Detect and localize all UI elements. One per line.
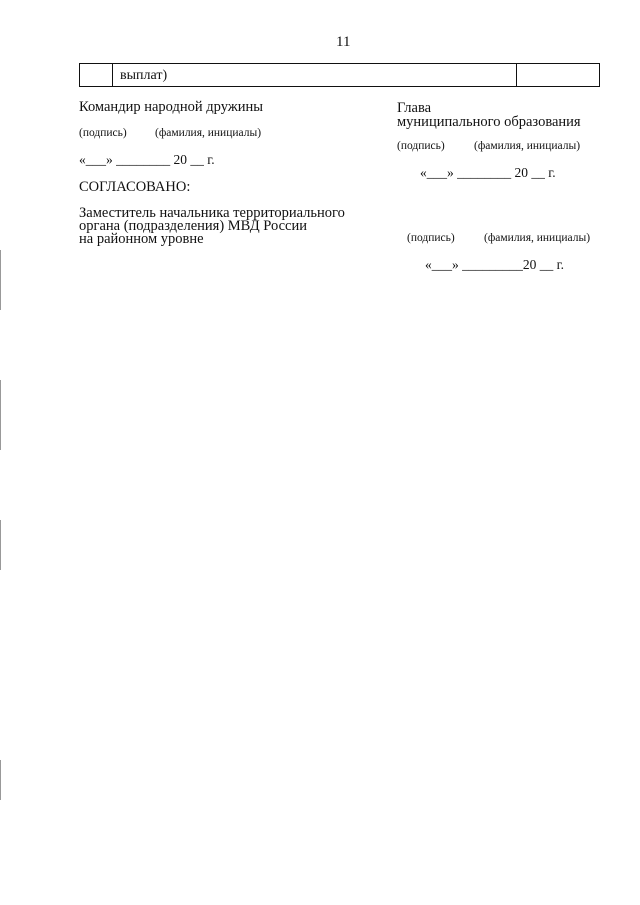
table-column-divider (516, 64, 517, 86)
table-cell-text: выплат) (120, 68, 168, 83)
date-line: «___» ________ 20 __ г. (420, 165, 556, 180)
scan-edge-mark (0, 380, 1, 450)
signature-caption: (подпись) (79, 127, 127, 139)
scan-edge-mark (0, 520, 1, 570)
signature-caption: (подпись) (407, 232, 455, 244)
deputy-title-line-1: Заместитель начальника территориального (79, 205, 345, 221)
name-caption: (фамилия, инициалы) (484, 232, 591, 244)
date-line: «___» ________ 20 __ г. (79, 152, 215, 167)
deputy-title-line-3: на районном уровне (79, 231, 204, 247)
date-line: «___» _________20 __ г. (425, 257, 565, 272)
head-heading-line-2: муниципального образования (397, 114, 581, 130)
scan-edge-mark (0, 760, 1, 800)
signature-caption: (подпись) (397, 140, 445, 152)
name-caption: (фамилия, инициалы) (474, 140, 581, 152)
head-heading-line-1: Глава (397, 100, 432, 116)
table-column-divider (112, 64, 113, 86)
commander-heading: Командир народной дружины (79, 99, 264, 115)
page-number: 11 (336, 34, 351, 50)
table-row (79, 63, 600, 87)
scan-edge-mark (0, 250, 1, 310)
name-caption: (фамилия, инициалы) (155, 127, 262, 139)
deputy-title-line-2: органа (подразделения) МВД России (79, 218, 308, 234)
agreed-heading: СОГЛАСОВАНО: (79, 179, 191, 195)
